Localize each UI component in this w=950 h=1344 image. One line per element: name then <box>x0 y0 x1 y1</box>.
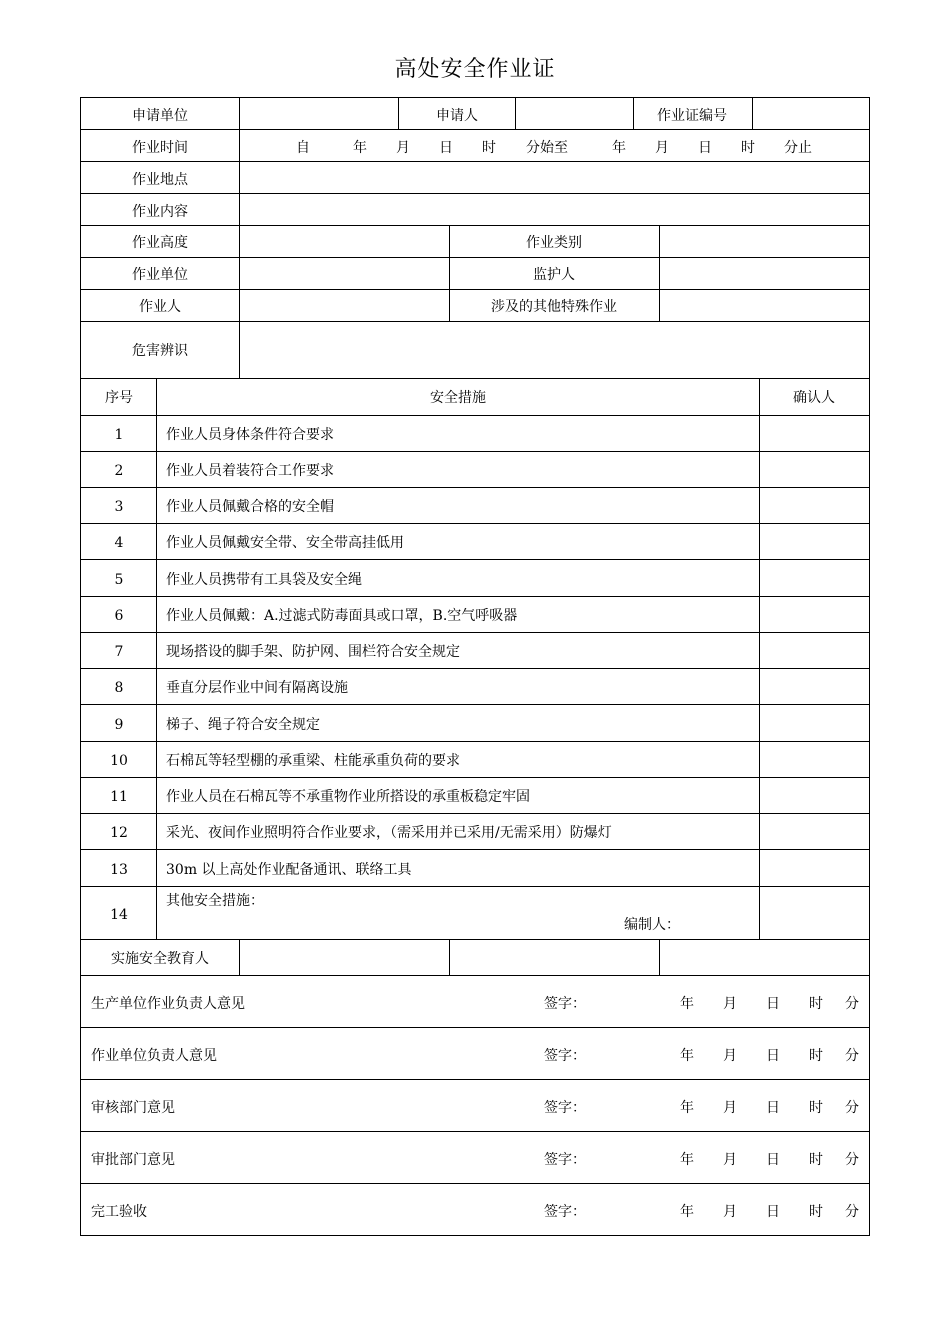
col-divider <box>633 97 634 129</box>
col-divider <box>449 939 450 975</box>
page-title: 高处安全作业证 <box>394 57 556 82</box>
measure-no: 12 <box>110 825 128 841</box>
date-unit: 时 <box>809 1152 823 1168</box>
label-work-content: 作业内容 <box>132 204 188 220</box>
col-header-confirm: 确认人 <box>793 390 835 406</box>
col-divider <box>759 378 760 939</box>
row-divider <box>80 975 870 976</box>
opinion-label: 审批部门意见 <box>91 1152 175 1168</box>
opinion-label: 完工验收 <box>91 1204 147 1220</box>
row-divider <box>80 559 870 560</box>
measure-no: 1 <box>114 427 124 443</box>
date-unit: 月 <box>723 1048 737 1064</box>
col-header-no: 序号 <box>105 390 133 406</box>
measure-no: 10 <box>110 753 128 769</box>
measure-text: 作业人员佩戴：A.过滤式防毒面具或口罩，B.空气呼吸器 <box>166 608 518 624</box>
time-part: 年 <box>612 140 626 156</box>
sign-label: 签字： <box>544 1204 586 1220</box>
measure-text: 作业人员身体条件符合要求 <box>166 427 334 443</box>
measure-text: 作业人员着装符合工作要求 <box>166 463 334 479</box>
date-unit: 时 <box>809 1100 823 1116</box>
row-divider <box>80 813 870 814</box>
measure-no: 5 <box>114 572 124 588</box>
measure-no: 13 <box>110 862 128 878</box>
row-divider <box>80 668 870 669</box>
measure-text: 现场搭设的脚手架、防护网、围栏符合安全规定 <box>166 644 460 660</box>
row-divider <box>80 193 870 194</box>
time-part: 自 <box>296 140 310 156</box>
time-part: 日 <box>439 140 453 156</box>
date-unit: 分 <box>845 1100 859 1116</box>
opinion-label: 审核部门意见 <box>91 1100 175 1116</box>
permit-table <box>80 97 870 1236</box>
col-header-measure: 安全措施 <box>430 390 486 406</box>
label-applicant-unit: 申请单位 <box>132 108 188 124</box>
label-education: 实施安全教育人 <box>111 951 209 967</box>
date-unit: 月 <box>723 996 737 1012</box>
time-part: 月 <box>655 140 669 156</box>
measure-no: 2 <box>114 463 124 479</box>
measure-no: 8 <box>114 680 124 696</box>
date-unit: 年 <box>680 1204 694 1220</box>
col-divider <box>515 97 516 129</box>
row-divider <box>80 939 870 940</box>
label-work-time: 作业时间 <box>132 140 188 156</box>
date-unit: 年 <box>680 1100 694 1116</box>
col-divider <box>239 939 240 975</box>
row-divider <box>80 704 870 705</box>
row-divider <box>80 129 870 130</box>
measure-no: 6 <box>114 608 124 624</box>
row-divider <box>80 289 870 290</box>
sign-label: 签字： <box>544 1152 586 1168</box>
time-part: 分始至 <box>526 140 568 156</box>
date-unit: 时 <box>809 1204 823 1220</box>
date-unit: 时 <box>809 1048 823 1064</box>
row-divider <box>80 523 870 524</box>
date-unit: 时 <box>809 996 823 1012</box>
sign-label: 签字： <box>544 996 586 1012</box>
row-divider <box>80 225 870 226</box>
row-divider <box>80 596 870 597</box>
table-right-double-border <box>869 97 870 1236</box>
measure-text: 作业人员佩戴合格的安全帽 <box>166 499 334 515</box>
date-unit: 分 <box>845 1152 859 1168</box>
measure-no: 9 <box>114 717 124 733</box>
date-unit: 年 <box>680 996 694 1012</box>
label-applicant: 申请人 <box>436 108 478 124</box>
col-divider <box>156 378 157 939</box>
col-divider <box>659 225 660 321</box>
label-work-unit: 作业单位 <box>132 267 188 283</box>
sign-label: 签字： <box>544 1048 586 1064</box>
col-divider <box>659 939 660 975</box>
row-divider <box>80 415 870 416</box>
date-unit: 分 <box>845 1204 859 1220</box>
measure-no: 14 <box>110 907 128 923</box>
label-work-height: 作业高度 <box>132 235 188 251</box>
sign-label: 签字： <box>544 1100 586 1116</box>
date-unit: 日 <box>766 996 780 1012</box>
date-unit: 日 <box>766 1204 780 1220</box>
row-divider <box>80 741 870 742</box>
measure-no: 7 <box>114 644 124 660</box>
measure-text: 垂直分层作业中间有隔离设施 <box>166 680 348 696</box>
date-unit: 年 <box>680 1048 694 1064</box>
measure-text: 作业人员携带有工具袋及安全绳 <box>166 572 362 588</box>
date-unit: 月 <box>723 1100 737 1116</box>
measure-text: 采光、夜间作业照明符合作业要求，（需采用并已采用/无需采用）防爆灯 <box>166 825 612 841</box>
row-divider <box>80 632 870 633</box>
row-divider <box>80 451 870 452</box>
label-supervisor: 监护人 <box>533 267 575 283</box>
date-unit: 年 <box>680 1152 694 1168</box>
time-part: 分止 <box>784 140 812 156</box>
measure-text: 作业人员佩戴安全带、安全带高挂低用 <box>166 535 404 551</box>
time-part: 年 <box>353 140 367 156</box>
measure-text: 30m 以上高处作业配备通讯、联络工具 <box>166 862 412 878</box>
time-part: 时 <box>741 140 755 156</box>
opinion-label: 作业单位负责人意见 <box>91 1048 217 1064</box>
date-unit: 月 <box>723 1152 737 1168</box>
label-hazard-id: 危害辨识 <box>132 343 188 359</box>
row-divider <box>80 777 870 778</box>
col-divider <box>398 97 399 129</box>
date-unit: 分 <box>845 1048 859 1064</box>
row-divider <box>80 161 870 162</box>
row-divider <box>80 257 870 258</box>
col-divider <box>752 97 753 129</box>
time-part: 时 <box>482 140 496 156</box>
date-unit: 日 <box>766 1152 780 1168</box>
time-part: 月 <box>396 140 410 156</box>
row-divider <box>80 487 870 488</box>
measure-no: 3 <box>114 499 124 515</box>
row-divider <box>80 1183 870 1184</box>
label-work-location: 作业地点 <box>132 172 188 188</box>
measure-text: 石棉瓦等轻型棚的承重梁、柱能承重负荷的要求 <box>166 753 460 769</box>
col-divider <box>449 225 450 321</box>
row-divider <box>80 1027 870 1028</box>
label-work-category: 作业类别 <box>526 235 582 251</box>
opinion-label: 生产单位作业负责人意见 <box>91 996 245 1012</box>
date-unit: 月 <box>723 1204 737 1220</box>
measure-no: 4 <box>114 535 124 551</box>
measure-text: 作业人员在石棉瓦等不承重物作业所搭设的承重板稳定牢固 <box>166 789 530 805</box>
row-divider <box>80 321 870 322</box>
compiler-label: 编制人： <box>624 917 680 933</box>
measure-no: 11 <box>110 789 128 805</box>
label-worker: 作业人 <box>139 299 181 315</box>
label-other-special: 涉及的其他特殊作业 <box>491 299 617 315</box>
row-divider <box>80 1131 870 1132</box>
row-divider <box>80 1079 870 1080</box>
date-unit: 分 <box>845 996 859 1012</box>
row-divider <box>80 849 870 850</box>
row-divider <box>80 886 870 887</box>
measure-text: 梯子、绳子符合安全规定 <box>166 717 320 733</box>
date-unit: 日 <box>766 1048 780 1064</box>
date-unit: 日 <box>766 1100 780 1116</box>
col-divider <box>239 97 240 378</box>
label-permit-no: 作业证编号 <box>657 108 727 124</box>
measure-text: 其他安全措施： <box>166 893 264 909</box>
time-part: 日 <box>698 140 712 156</box>
row-divider <box>80 378 870 379</box>
